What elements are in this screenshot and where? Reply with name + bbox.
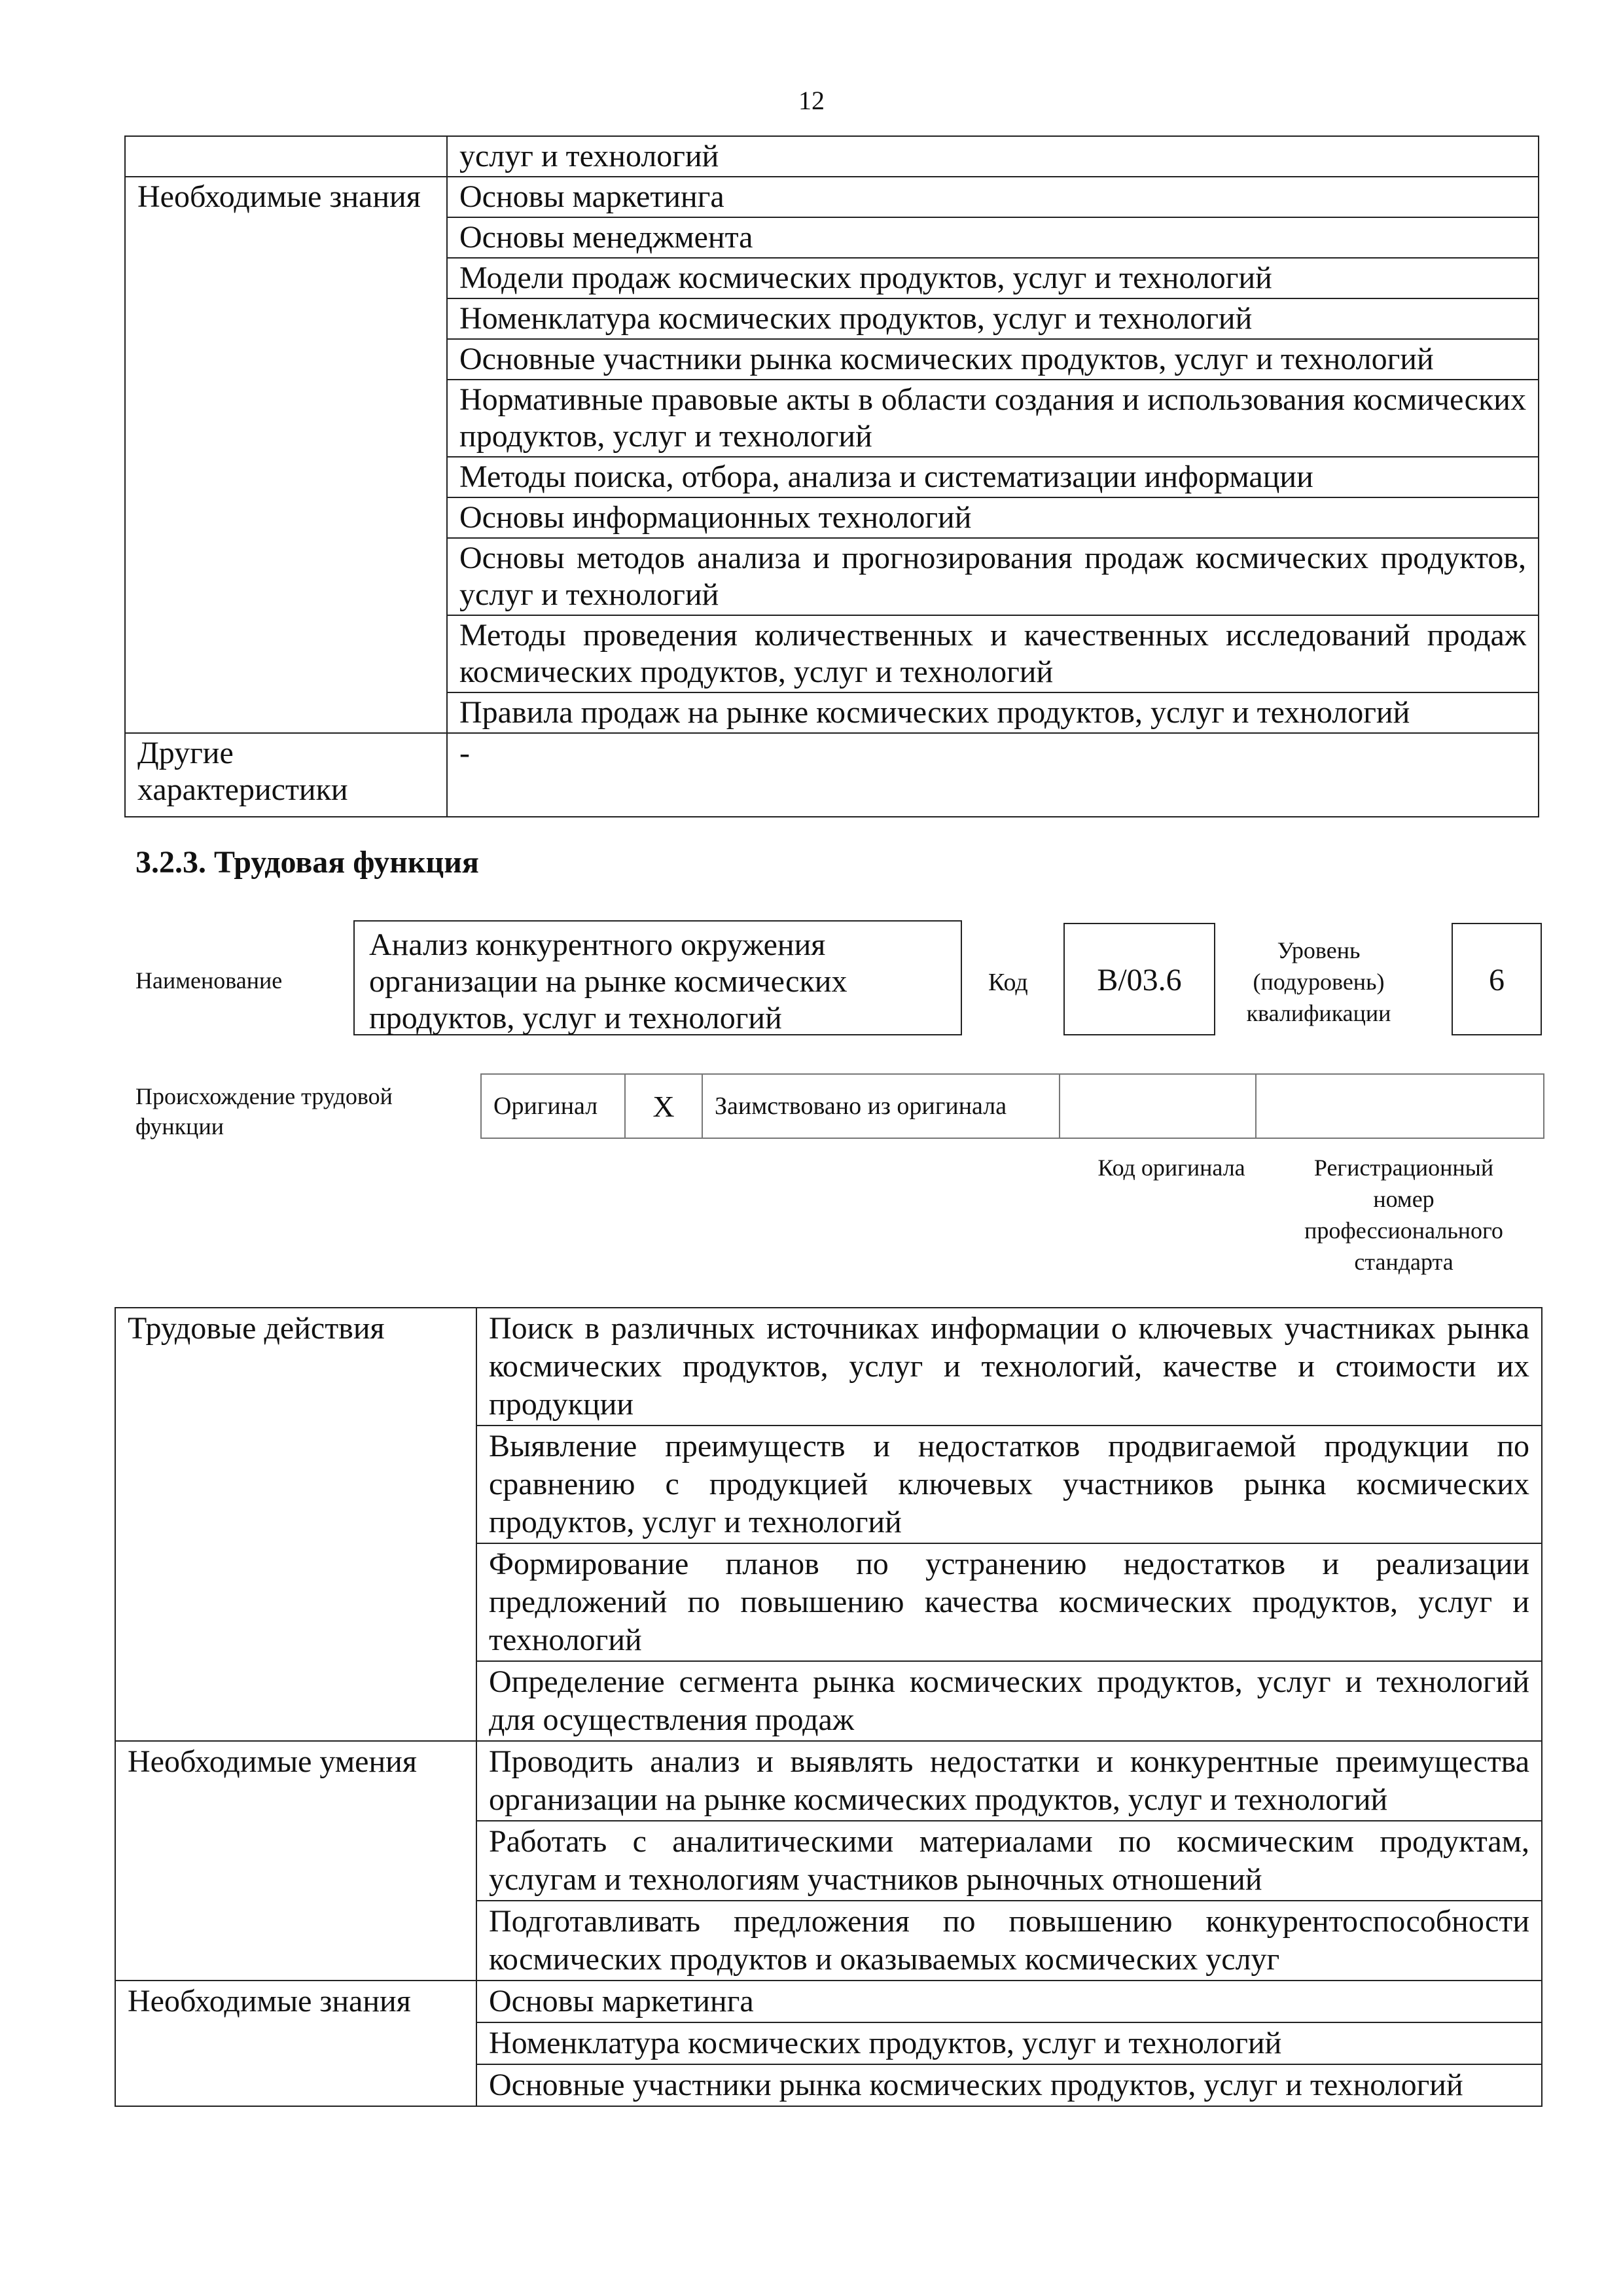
function-name-box: Анализ конкурентного окружения организации на рынке космических продуктов, услуг и технологий — [353, 920, 962, 1035]
knowledge-label: Необходимые знания — [125, 177, 447, 733]
skills-label: Необходимые умения — [115, 1741, 476, 1981]
knowledge-item: Номенклатура космических продуктов, услуг и технологий — [447, 298, 1539, 339]
code-label: Код — [988, 969, 1028, 996]
knowledge-item: Номенклатура космических продуктов, услуг и технологий — [476, 2022, 1542, 2064]
knowledge-item: Основы менеджмента — [447, 217, 1539, 258]
code-original-note: Код оригинала — [1097, 1155, 1245, 1181]
knowledge-table-continued — [124, 135, 1539, 817]
knowledge-item: Основы методов анализа и прогнозирования продаж космических продуктов, услуг и технологий — [447, 538, 1539, 615]
knowledge-item: Основы маркетинга — [447, 177, 1539, 217]
skill-item: Работать с аналитическими материалами по космическим продуктам, услугам и технологиям участников рыночных отношений — [476, 1821, 1542, 1901]
skill-item: Проводить анализ и выявлять недостатки и конкурентные преимущества организации на рынке космических продуктов, услуг и технологий — [476, 1741, 1542, 1821]
action-item: Формирование планов по устранению недостатков и реализации предложений по повышению качества космических продуктов, услуг и технологий — [476, 1543, 1542, 1661]
continuation-cell: услуг и технологий — [447, 136, 1539, 177]
skill-item: Подготавливать предложения по повышению конкурентоспособности космических продуктов и оказываемых космических услуг — [476, 1901, 1542, 1981]
knowledge-item: Основы маркетинга — [476, 1981, 1542, 2022]
knowledge-item: Модели продаж космических продуктов, услуг и технологий — [447, 258, 1539, 298]
page-number: 12 — [798, 86, 825, 115]
knowledge-item: Основные участники рынка космических продуктов, услуг и технологий — [447, 339, 1539, 380]
reg-number-cell — [1256, 1074, 1544, 1138]
name-label: Наименование — [135, 967, 283, 994]
reg-number-note: Регистрационный номер профессионального стандарта — [1304, 1155, 1503, 1275]
origin-x-mark: X — [625, 1074, 702, 1138]
knowledge-item: Методы проведения количественных и качественных исследований продаж космических продуктов, услуг и технологий — [447, 615, 1539, 692]
action-item: Поиск в различных источниках информации о ключевых участниках рынка космических продуктов, услуг и технологий, качестве и стоимости их продукции — [476, 1308, 1542, 1426]
original-code-cell — [1060, 1074, 1256, 1138]
knowledge-item: Основы информационных технологий — [447, 497, 1539, 538]
other-characteristics-label: Другие характеристики — [125, 733, 447, 817]
actions-label: Трудовые действия — [115, 1308, 476, 1741]
origin-label: Происхождение трудовой функции — [135, 1083, 393, 1139]
level-label: Уровень (подуровень) квалификации — [1246, 937, 1391, 1026]
knowledge-item: Методы поиска, отбора, анализа и систематизации информации — [447, 457, 1539, 497]
knowledge-item: Правила продаж на рынке космических продуктов, услуг и технологий — [447, 692, 1539, 733]
origin-original-label: Оригинал — [481, 1074, 625, 1138]
qualification-level-box: 6 — [1452, 923, 1542, 1035]
section-title: 3.2.3. Трудовая функция — [135, 845, 479, 880]
knowledge-item: Нормативные правовые акты в области создания и использования космических продуктов, услуг и технологий — [447, 380, 1539, 457]
knowledge-label: Необходимые знания — [115, 1981, 476, 2106]
function-code-box: B/03.6 — [1063, 923, 1215, 1035]
action-item: Выявление преимуществ и недостатков продвигаемой продукции по сравнению с продукцией ключевых участников рынка космических продуктов, услуг и технологий — [476, 1426, 1542, 1543]
empty-cell — [125, 136, 447, 177]
origin-borrowed-label: Заимствовано из оригинала — [702, 1074, 1060, 1138]
origin-table — [480, 1073, 1544, 1139]
action-item: Определение сегмента рынка космических продуктов, услуг и технологий для осуществления продаж — [476, 1661, 1542, 1741]
knowledge-item: Основные участники рынка космических продуктов, услуг и технологий — [476, 2064, 1542, 2106]
other-characteristics-value: - — [447, 733, 1539, 817]
labor-function-table — [115, 1307, 1543, 2107]
